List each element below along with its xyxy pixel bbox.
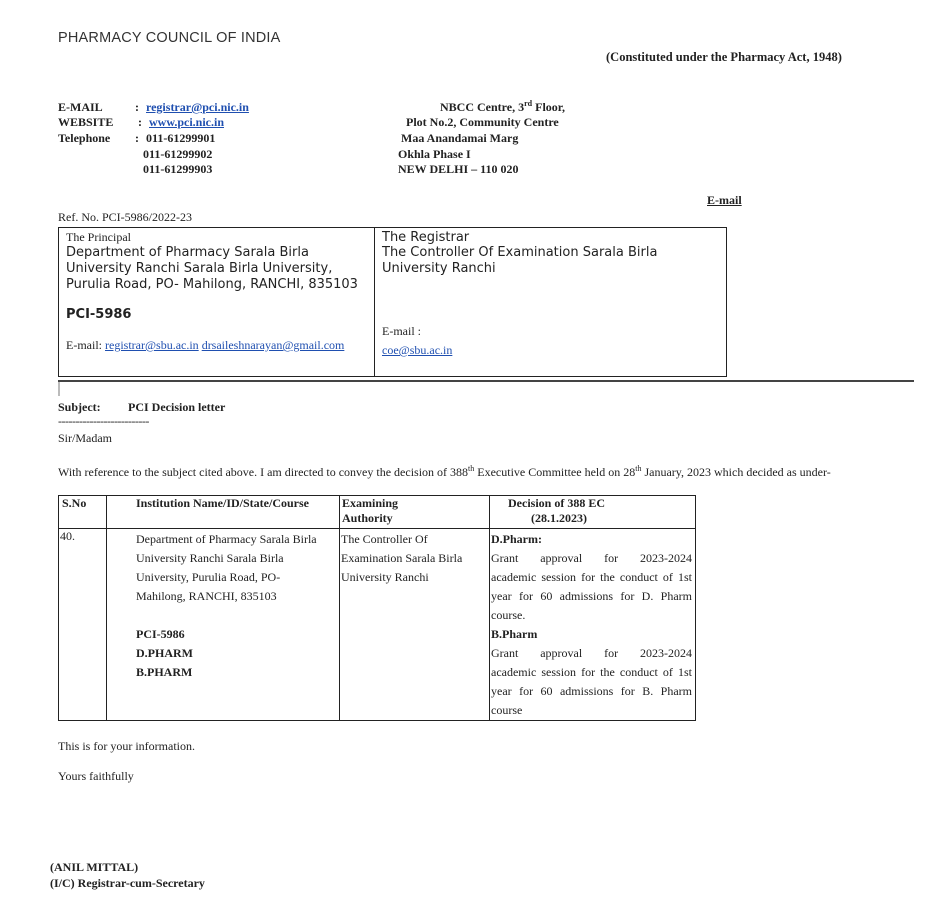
institution-line-2: University Ranchi Sarala Birla [136,551,284,565]
bpharm-line-4: course [491,703,523,717]
row-authority [340,529,490,721]
bpharm-line-2: academic session for the conduct of 1st [491,665,692,679]
telephone-colon: : [135,131,139,145]
table-header-row [59,496,696,529]
subject-label: Subject: [58,400,101,414]
header-authority [340,496,490,529]
recipient-left-code: PCI-5986 [66,307,132,322]
email-label: E-MAIL [58,100,103,114]
authority-line-1: The Controller Of [341,532,428,546]
address-line-3: Maa Anandamai Marg [401,131,519,145]
subject-underline: -------------------------- [58,414,149,428]
course-dpharm: D.PHARM [136,646,193,660]
recipient-left-line-3: Purulia Road, PO- Mahilong, RANCHI, 835103 [66,277,358,292]
recipient-right-email-link[interactable]: coe@sbu.ac.in [382,343,453,357]
recipient-right-line-2: University Ranchi [382,261,496,276]
authority-line-3: University Ranchi [341,570,429,584]
address-line-4: Okhla Phase I [398,147,471,161]
institution-code: PCI-5986 [136,627,185,641]
signatory-designation: (I/C) Registrar-cum-Secretary [50,876,205,890]
recipient-email-2-link[interactable]: drsaileshnarayan@gmail.com [201,338,345,352]
phone-2: 011-61299902 [143,147,213,161]
dpharm-line-1: Grant approval for 2023-2024 [491,551,692,565]
email-colon: : [135,100,139,114]
recipient-right-email-label: E-mail : [382,324,421,338]
header-decision-line-2: (28.1.2023) [531,511,587,525]
recipient-left-line-2: University Ranchi Sarala Birla University, [66,261,333,276]
recipient-right-salutation: The Registrar [382,230,470,245]
institution-line-1: Department of Pharmacy Sarala Birla [136,532,317,546]
salutation: Sir/Madam [58,431,112,445]
recipient-left-email-row [66,338,344,353]
website-colon: : [138,115,142,129]
table-row [59,529,696,721]
address-line-5: NEW DELHI – 110 020 [398,162,519,176]
rule-marker [58,382,60,396]
phone-3: 011-61299903 [143,162,213,176]
recipient-left-email-label: E-mail: [66,338,102,352]
dpharm-line-2: academic session for the conduct of 1st [491,570,692,584]
closing-info: This is for your information. [58,739,195,753]
course-bpharm: B.PHARM [136,665,193,679]
subject-text: PCI Decision letter [128,400,226,414]
dpharm-title: D.Pharm: [491,532,542,546]
header-authority-line-1: Examining [342,496,399,510]
header-authority-line-2: Authority [342,511,393,525]
decision-table [58,495,696,721]
pci-website-link[interactable]: www.pci.nic.in [149,115,225,129]
horizontal-rule [58,380,914,382]
address-line-2: Plot No.2, Community Centre [406,115,559,129]
institution-line-3: University, Purulia Road, PO- [136,570,281,584]
recipient-right-line-1: The Controller Of Examination Sarala Birla [382,245,658,260]
reference-number: Ref. No. PCI-5986/2022-23 [58,210,192,224]
bpharm-line-3: year for 60 admissions for B. Pharm [491,684,692,698]
council-name: PHARMACY COUNCIL OF INDIA [58,30,281,46]
institution-line-4: Mahilong, RANCHI, 835103 [136,589,277,603]
email-marker: E-mail [707,193,742,207]
constituted-note: (Constituted under the Pharmacy Act, 1948) [606,50,842,64]
authority-line-2: Examination Sarala Birla [341,551,463,565]
website-label: WEBSITE [58,115,114,129]
dpharm-line-3: year for 60 admissions for D. Pharm [491,589,692,603]
recipient-left-salutation: The Principal [66,230,131,244]
recipient-box [58,227,727,377]
recipient-left-line-1: Department of Pharmacy Sarala Birla [66,245,309,260]
row-institution [107,529,340,721]
header-decision-line-1: Decision of 388 EC [508,496,605,510]
phone-1: 011-61299901 [146,131,216,145]
bpharm-title: B.Pharm [491,627,538,641]
header-decision [490,496,696,529]
address-line-1: NBCC Centre, 3rd Floor, [440,99,565,114]
header-institution: Institution Name/ID/State/Course [107,496,340,529]
recipient-email-1-link[interactable]: registrar@sbu.ac.in [105,338,199,352]
row-decision [490,529,696,721]
row-sno: 40. [59,529,107,721]
closing-yours: Yours faithfully [58,769,134,783]
pci-email-link[interactable]: registrar@pci.nic.in [146,100,249,114]
signatory-name: (ANIL MITTAL) [50,860,139,874]
bpharm-line-1: Grant approval for 2023-2024 [491,646,692,660]
telephone-label: Telephone [58,131,111,145]
intro-paragraph: With reference to the subject cited above. I am directed to convey the decision of 388th Executive Committee held on 28th January, 2023 which decided as under- [58,464,831,479]
header-sno: S.No [59,496,107,529]
recipient-box-divider [374,228,375,377]
dpharm-line-4: course. [491,608,526,622]
